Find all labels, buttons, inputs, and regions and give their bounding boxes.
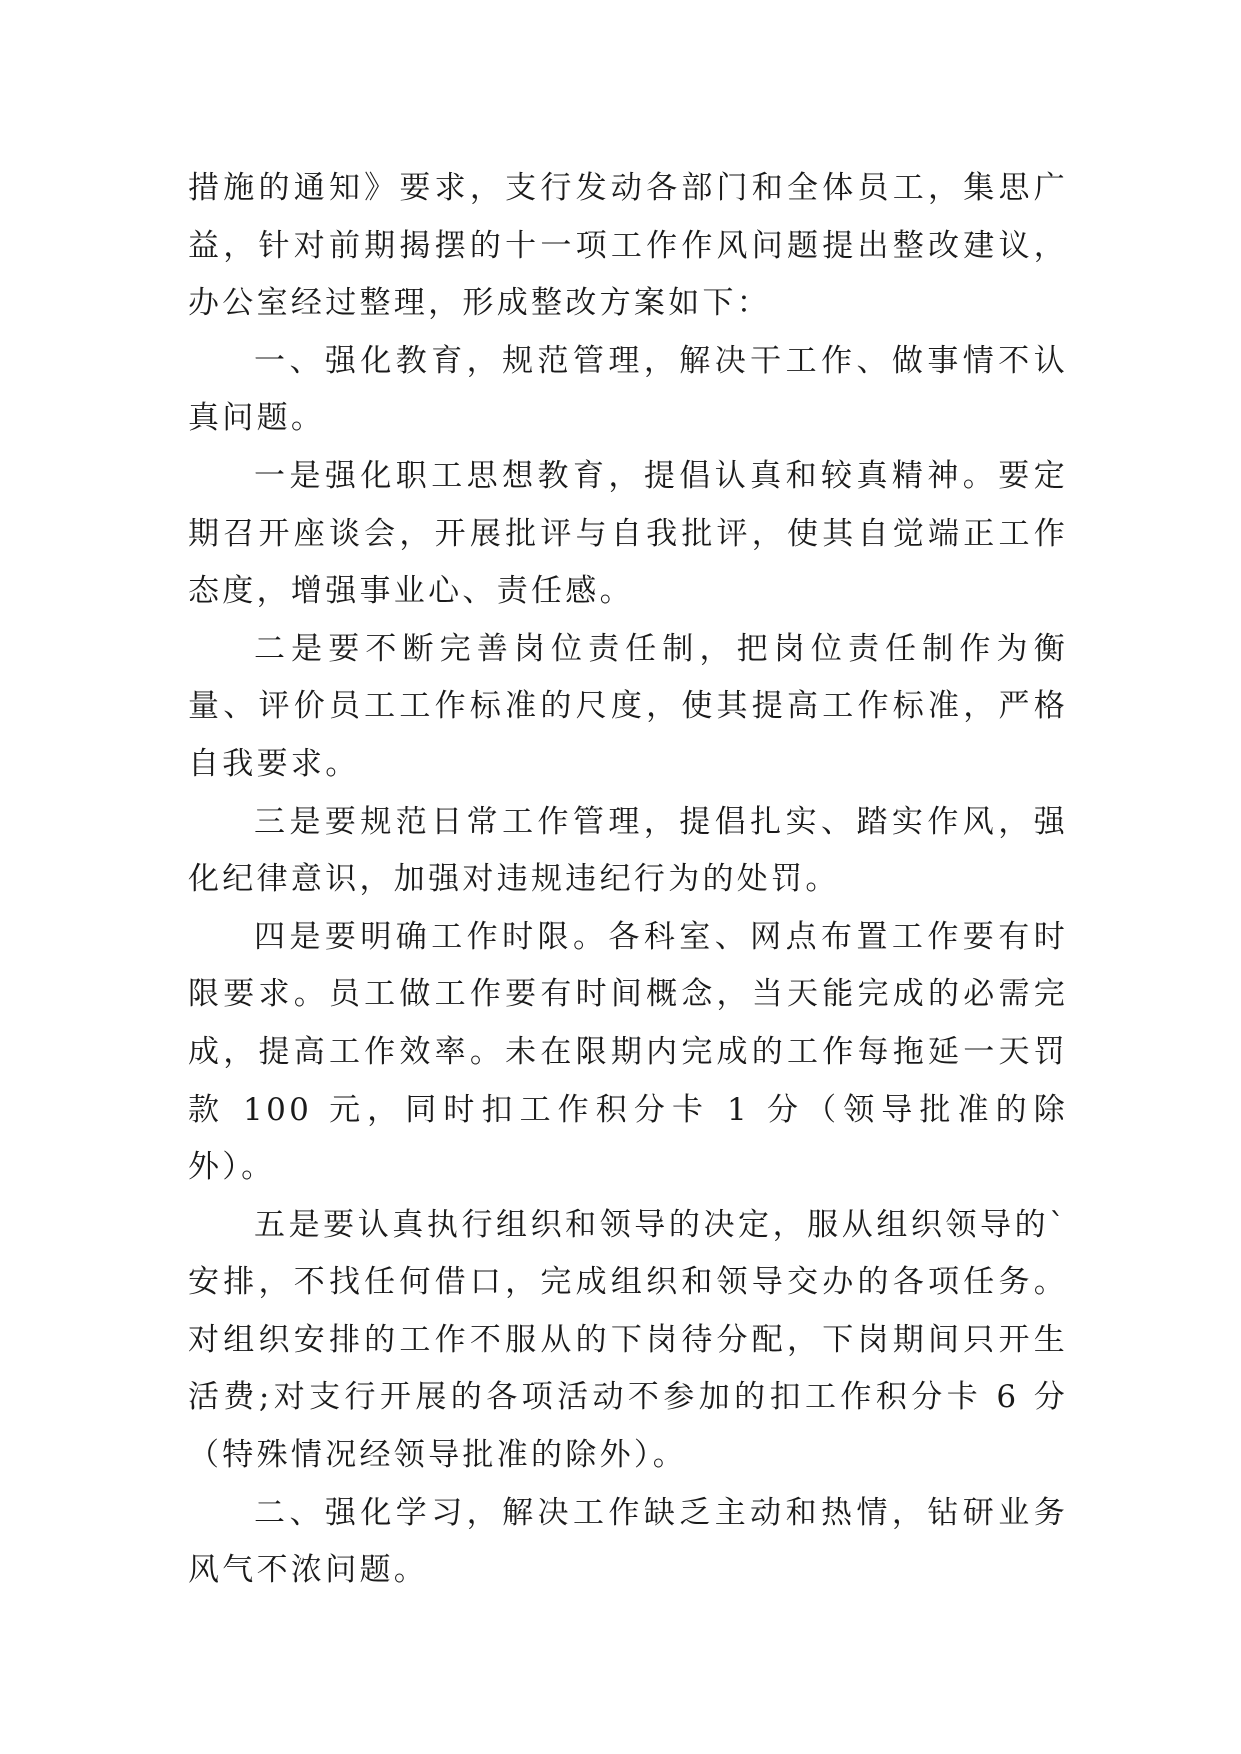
paragraph-point-five: 五是要认真执行组织和领导的决定，服从组织领导的`安排，不找任何借口，完成组织和领导交办的各项任务。对组织安排的工作不服从的下岗待分配，下岗期间只开生活费;对支行开展的各项活动不参加的扣工作积分卡 6 分（特殊情况经领导批准的除外）。 xyxy=(188,1206,1068,1474)
document-body xyxy=(188,160,1068,1600)
paragraph-intro-continuation: 措施的通知》要求，支行发动各部门和全体员工，集思广益，针对前期揭摆的十一项工作作风问题提出整改建议，办公室经过整理，形成整改方案如下： xyxy=(188,170,1068,322)
paragraph-point-four: 四是要明确工作时限。各科室、网点布置工作要有时限要求。员工做工作要有时间概念，当天能完成的必需完成，提高工作效率。未在限期内完成的工作每拖延一天罚款 100 元，同时扣工作积分卡 1 分（领导批准的除外）。 xyxy=(188,918,1068,1186)
heading-section-one: 一、强化教育，规范管理，解决干工作、做事情不认真问题。 xyxy=(188,342,1068,437)
paragraph-point-three: 三是要规范日常工作管理，提倡扎实、踏实作风，强化纪律意识，加强对违规违纪行为的处罚。 xyxy=(188,803,1068,898)
paragraph-point-one: 一是强化职工思想教育，提倡认真和较真精神。要定期召开座谈会，开展批评与自我批评，使其自觉端正工作态度，增强事业心、责任感。 xyxy=(188,457,1068,610)
heading-section-two: 二、强化学习，解决工作缺乏主动和热情，钻研业务风气不浓问题。 xyxy=(188,1494,1068,1589)
paragraph-point-two: 二是要不断完善岗位责任制，把岗位责任制作为衡量、评价员工工作标准的尺度，使其提高工作标准，严格自我要求。 xyxy=(188,630,1068,782)
